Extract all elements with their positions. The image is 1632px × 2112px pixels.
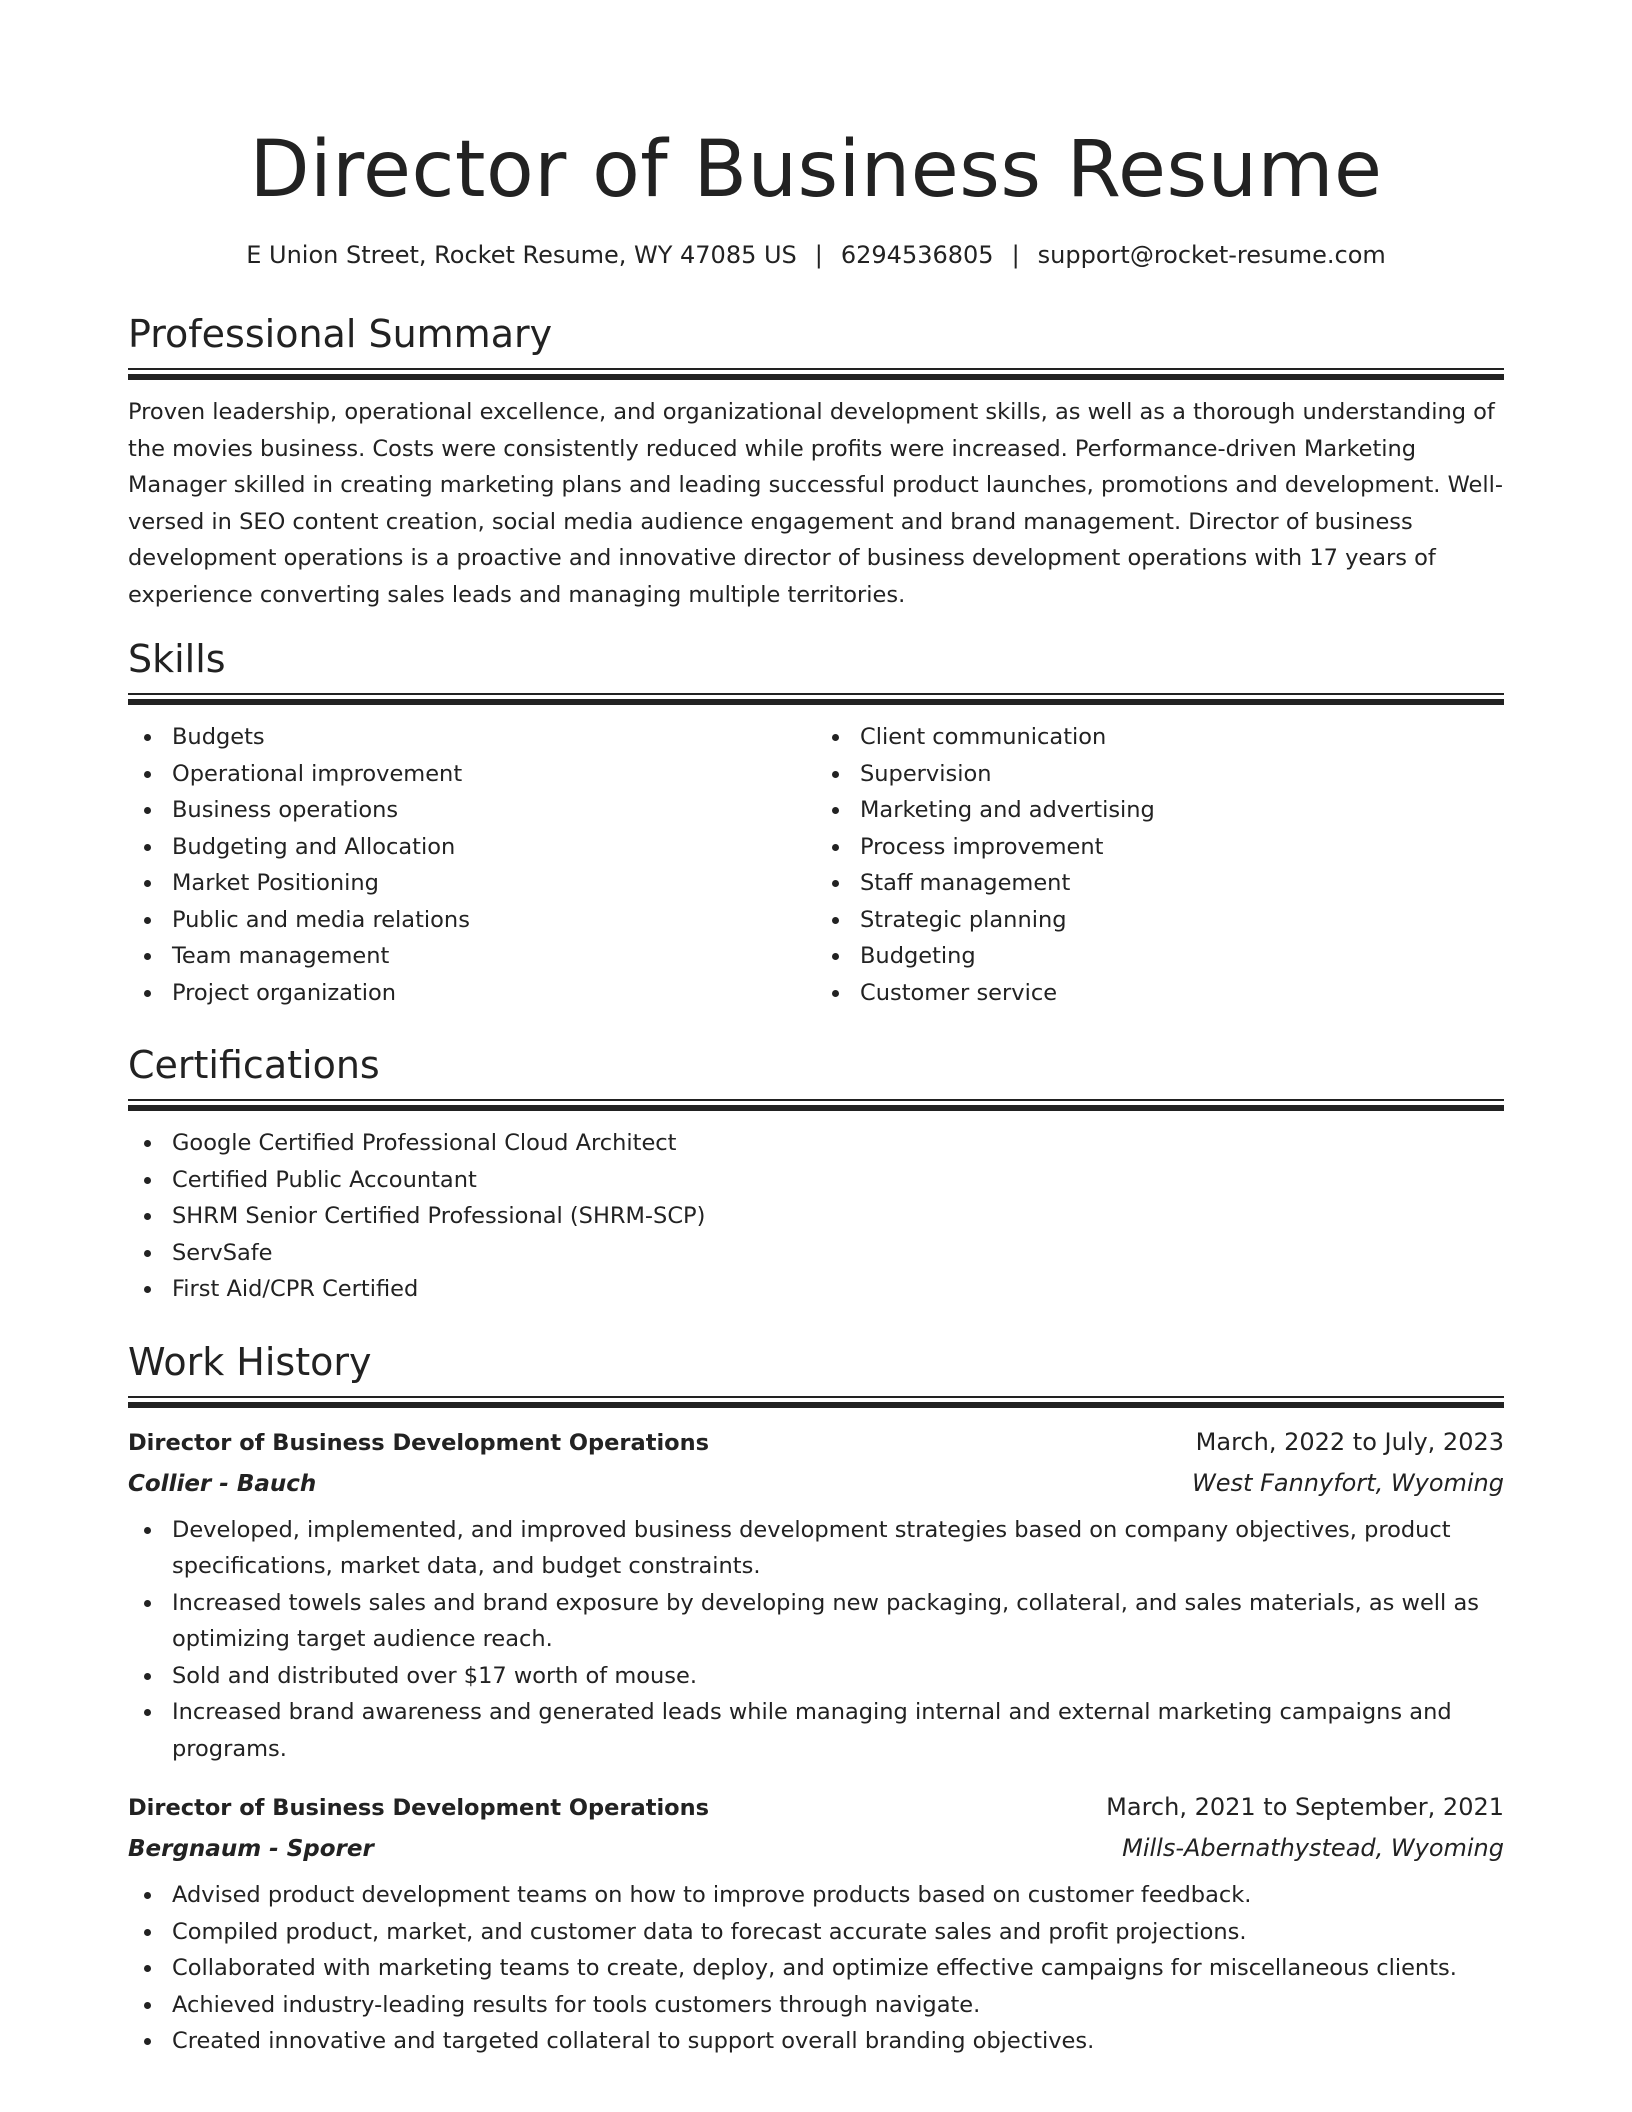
- professional-summary-section: [128, 310, 1504, 613]
- skill-item: Business operations: [172, 792, 816, 829]
- contact-phone: 6294536805: [840, 241, 994, 269]
- job-bullet: Developed, implemented, and improved business development strategies based on company objectives, product specifications, market data, and budget constraints.: [172, 1512, 1504, 1585]
- job-title: Director of Business Development Operations: [128, 1795, 710, 1821]
- section-divider: [128, 368, 1504, 380]
- section-heading-skills: Skills: [128, 637, 226, 681]
- skill-item: Budgeting and Allocation: [172, 829, 816, 866]
- job-dates: March, 2021 to September, 2021: [1106, 1793, 1504, 1821]
- job-employer-row: [128, 1828, 1504, 1869]
- job-bullet: Sold and distributed over $17 worth of mouse.: [172, 1658, 1504, 1695]
- contact-email: support@rocket-resume.com: [1037, 241, 1386, 269]
- job-bullet: Achieved industry-leading results for tools customers through navigate.: [172, 1987, 1504, 2024]
- job-bullet: Compiled product, market, and customer data to forecast accurate sales and profit projections.: [172, 1914, 1504, 1951]
- skills-list-left: [128, 719, 816, 1011]
- skill-item: Market Positioning: [172, 865, 816, 902]
- skill-item: Team management: [172, 938, 816, 975]
- job-dates: March, 2022 to July, 2023: [1195, 1427, 1504, 1456]
- contact-line: [128, 238, 1504, 272]
- skill-item: Client communication: [860, 719, 1504, 756]
- summary-text: Proven leadership, operational excellence, and organizational development skills, as well as a thorough understanding of the movies business. Costs were consistently reduced while profits were increased. Performance-driven Marketing Manager skilled in creating marketing plans and leading successful product launches, promotions and development. Well-versed in SEO content creation, social media audience engagement and brand management. Director of business development operations is a proactive and innovative director of business development operations with 17 years of experience converting sales leads and managing multiple territories.: [128, 399, 1504, 608]
- job-entry: [128, 1787, 1504, 2060]
- job-header-row: [128, 1787, 1504, 1828]
- section-heading-work-history: Work History: [128, 1339, 372, 1384]
- job-bullet: Collaborated with marketing teams to create, deploy, and optimize effective campaigns for miscellaneous clients.: [172, 1950, 1504, 1987]
- skill-item: Public and media relations: [172, 902, 816, 939]
- skill-item: Operational improvement: [172, 756, 816, 793]
- job-bullet: Created innovative and targeted collateral to support overall branding objectives.: [172, 2023, 1504, 2060]
- skills-section: [128, 635, 1504, 1011]
- section-divider: [128, 1396, 1504, 1408]
- skill-item: Marketing and advertising: [860, 792, 1504, 829]
- resume-title: Director of Business Resume: [249, 125, 1383, 215]
- skill-item: Process improvement: [860, 829, 1504, 866]
- skill-item: Project organization: [172, 975, 816, 1012]
- skills-list-right: [816, 719, 1504, 1011]
- skill-item: Customer service: [860, 975, 1504, 1012]
- job-company: Bergnaum - Sporer: [128, 1836, 374, 1862]
- job-employer-row: [128, 1463, 1504, 1504]
- job-location: West Fannyfort, Wyoming: [1192, 1468, 1504, 1497]
- certification-item: Certified Public Accountant: [172, 1162, 1504, 1199]
- skill-item: Budgeting: [860, 938, 1504, 975]
- work-history-section: [128, 1338, 1504, 2060]
- job-bullet: Increased brand awareness and generated leads while managing internal and external marketing campaigns and programs.: [172, 1694, 1504, 1767]
- job-bullet: Increased towels sales and brand exposure by developing new packaging, collateral, and sales materials, as well as optimizing target audience reach.: [172, 1585, 1504, 1658]
- certification-item: First Aid/CPR Certified: [172, 1271, 1504, 1308]
- job-bullets: [128, 1512, 1504, 1768]
- certification-item: Google Certified Professional Cloud Architect: [172, 1125, 1504, 1162]
- section-divider: [128, 1099, 1504, 1111]
- job-location: Mills-Abernathystead, Wyoming: [1122, 1834, 1504, 1862]
- contact-separator: |: [1011, 241, 1020, 269]
- skill-item: Staff management: [860, 865, 1504, 902]
- job-company: Collier - Bauch: [128, 1470, 317, 1497]
- skill-item: Budgets: [172, 719, 816, 756]
- contact-address: E Union Street, Rocket Resume, WY 47085 US: [246, 241, 797, 269]
- job-entry: [128, 1422, 1504, 1768]
- section-heading-summary: Professional Summary: [128, 312, 553, 356]
- section-divider: [128, 693, 1504, 705]
- certification-item: ServSafe: [172, 1235, 1504, 1272]
- job-title: Director of Business Development Operations: [128, 1429, 710, 1456]
- skill-item: Strategic planning: [860, 902, 1504, 939]
- job-bullet: Advised product development teams on how to improve products based on customer feedback.: [172, 1877, 1504, 1914]
- resume-page: [128, 0, 1504, 2060]
- job-header-row: [128, 1422, 1504, 1463]
- job-bullets: [128, 1877, 1504, 2060]
- skill-item: Supervision: [860, 756, 1504, 793]
- certifications-section: [128, 1041, 1504, 1308]
- certifications-list: [128, 1125, 1504, 1308]
- contact-separator: |: [814, 241, 823, 269]
- skills-grid: [128, 719, 1504, 1011]
- certification-item: SHRM Senior Certified Professional (SHRM-SCP): [172, 1198, 1504, 1235]
- section-heading-certifications: Certifications: [128, 1043, 380, 1087]
